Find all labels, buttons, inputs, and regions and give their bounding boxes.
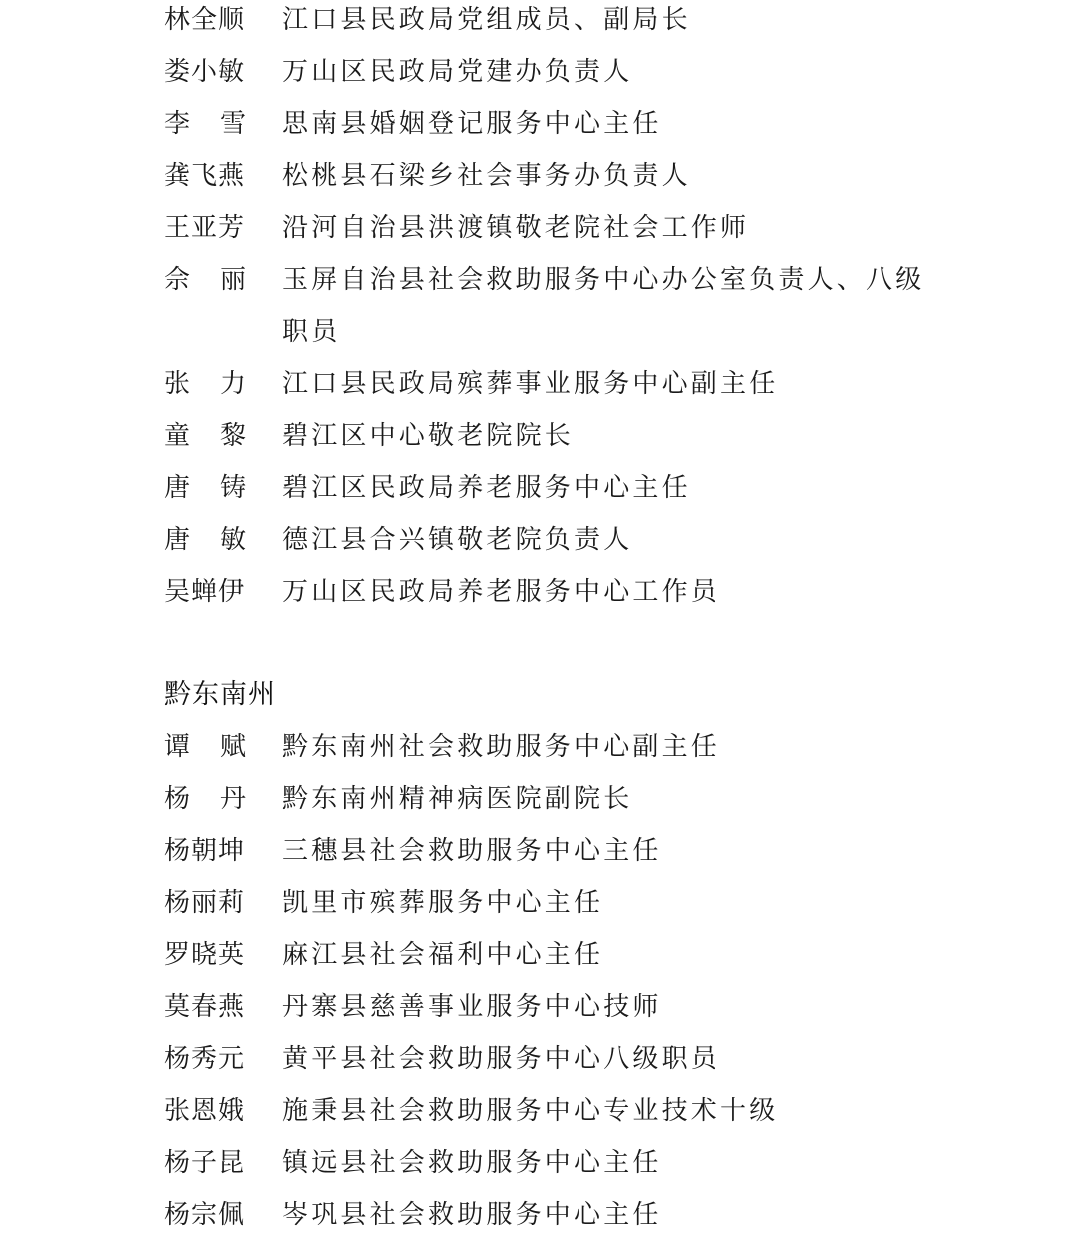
list-item-row [164,1091,1024,1131]
person-title: 思南县婚姻登记服务中心主任 [282,109,662,139]
person-title: 岑巩县社会救助服务中心主任 [282,1200,662,1230]
person-title: 施秉县社会救助服务中心专业技术十级 [282,1096,779,1126]
person-title: 碧江区民政局养老服务中心主任 [282,473,691,503]
person-title: 玉屏自治县社会救助服务中心办公室负责人、八级 [282,265,925,295]
list-item-row [164,572,1024,612]
person-name: 龚飞燕 [164,161,246,191]
person-title: 黔东南州精神病医院副院长 [282,784,633,814]
person-title: 万山区民政局党建办负责人 [282,57,633,87]
person-title: 江口县民政局殡葬事业服务中心副主任 [282,369,779,399]
person-title: 江口县民政局党组成员、副局长 [282,5,691,35]
person-title: 镇远县社会救助服务中心主任 [282,1148,662,1178]
person-title: 松桃县石梁乡社会事务办负责人 [282,161,691,191]
list-item-row [164,935,1024,975]
person-title: 三穗县社会救助服务中心主任 [282,836,662,866]
list-item-row: 唐 敏 德江县合兴镇敬老院负责人 [164,520,1024,560]
person-name: 吴蝉伊 [164,577,246,607]
person-name: 林全顺 [164,5,246,35]
list-item-row [164,1039,1024,1079]
person-name: 杨秀元 [164,1044,246,1074]
person-title-continuation: 职员 [282,317,341,347]
list-item-row [164,1195,1024,1235]
person-name: 杨子昆 [164,1148,246,1178]
person-name: 杨宗佩 [164,1200,246,1230]
person-name: 娄小敏 [164,57,246,87]
person-name: 杨朝坤 [164,836,246,866]
list-item-row [164,0,1024,40]
list-item-row: 李 雪 思南县婚姻登记服务中心主任 [164,104,1024,144]
person-title: 黔东南州社会救助服务中心副主任 [282,732,721,762]
person-title: 沿河自治县洪渡镇敬老院社会工作师 [282,213,750,243]
list-item-row: 张 力 江口县民政局殡葬事业服务中心副主任 [164,364,1024,404]
person-title: 碧江区中心敬老院院长 [282,421,575,451]
list-item-row: 谭 赋 黔东南州社会救助服务中心副主任 [164,727,1024,767]
person-title: 凯里市殡葬服务中心主任 [282,888,604,918]
list-item-row: 佘 丽 玉屏自治县社会救助服务中心办公室负责人、八级 [164,260,1024,300]
list-item-row: 杨 丹 黔东南州精神病医院副院长 [164,779,1024,819]
person-title: 丹寨县慈善事业服务中心技师 [282,992,662,1022]
person-title: 万山区民政局养老服务中心工作员 [282,577,721,607]
section-heading: 黔东南州 [164,679,276,710]
list-item-row [164,208,1024,248]
list-item-row [164,1143,1024,1183]
list-item-row: 童 黎 碧江区中心敬老院院长 [164,416,1024,456]
person-title: 德江县合兴镇敬老院负责人 [282,525,633,555]
person-title: 黄平县社会救助服务中心八级职员 [282,1044,721,1074]
list-item-row [164,987,1024,1027]
list-item-row [164,52,1024,92]
list-item-row [164,156,1024,196]
person-name: 张恩娥 [164,1096,246,1126]
person-name: 王亚芳 [164,213,246,243]
person-name: 罗晓英 [164,940,246,970]
person-title: 麻江县社会福利中心主任 [282,940,604,970]
person-name: 杨丽莉 [164,888,246,918]
list-item-row [164,883,1024,923]
list-item-row [164,831,1024,871]
list-item-row: 唐 铸 碧江区民政局养老服务中心主任 [164,468,1024,508]
person-name: 莫春燕 [164,992,246,1022]
